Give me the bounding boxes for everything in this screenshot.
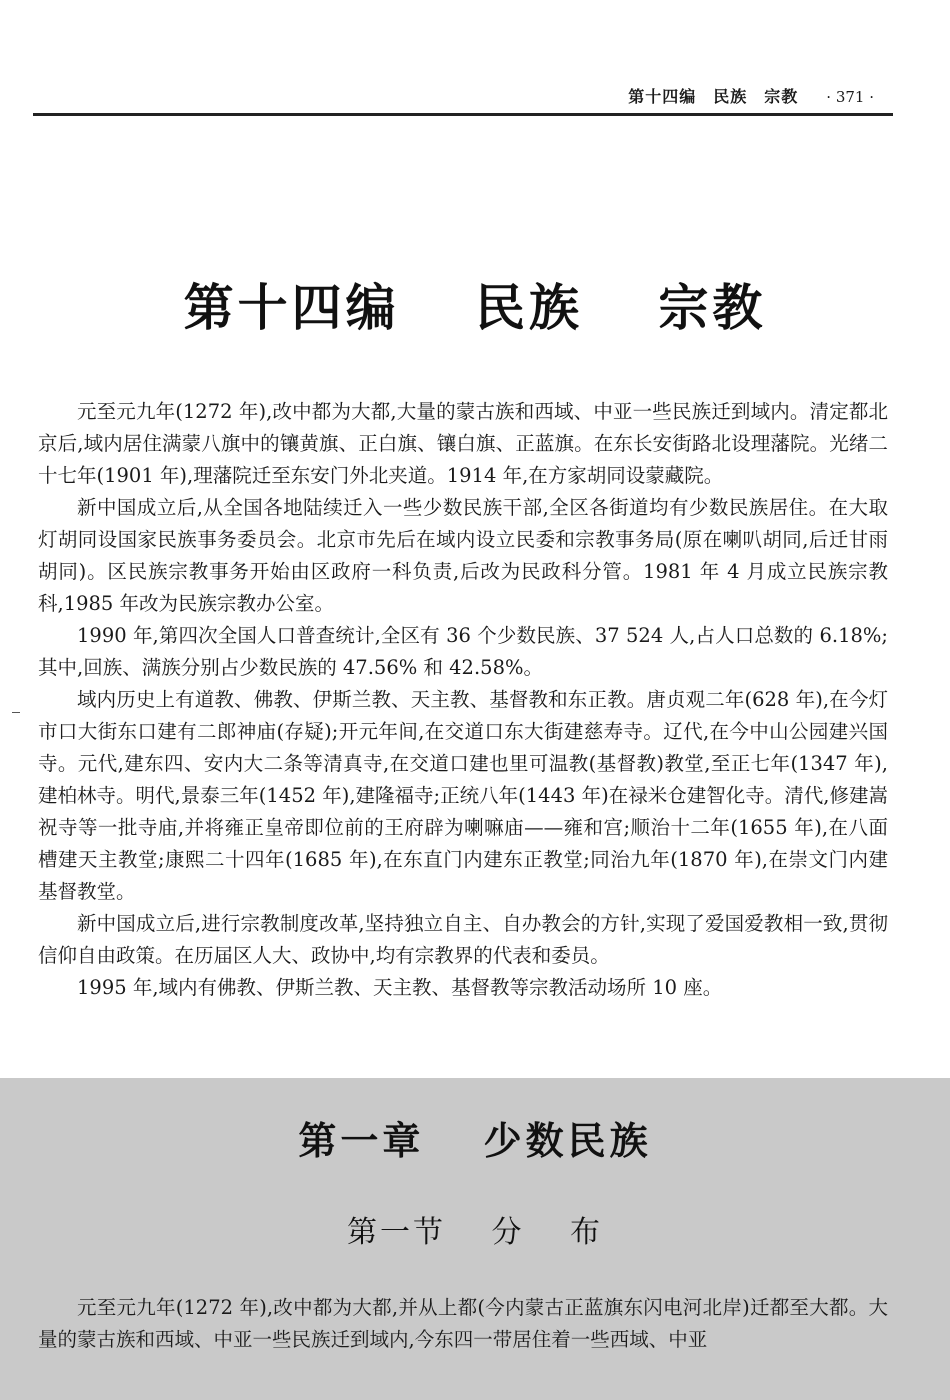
section-title: 第一节 分 布 — [346, 1215, 604, 1250]
header-rule — [33, 113, 893, 116]
margin-mark — [12, 712, 20, 713]
paragraph: 1990 年,第四次全国人口普查统计,全区有 36 个少数民族、37 524 人,占人口总数的 6.18%;其中,回族、满族分别占少数民族的 47.56% 和 42.58%。 — [38, 624, 888, 679]
paragraph: 新中国成立后,进行宗教制度改革,坚持独立自主、自办教会的方针,实现了爱国爱教相一致,贯彻信仰自由政策。在历届区人大、政协中,均有宗教界的代表和委员。 — [38, 912, 888, 967]
running-header-title: 第十四编 民族 宗教 — [628, 87, 799, 106]
paragraph: 1995 年,域内有佛教、伊斯兰教、天主教、基督教等宗教活动场所 10 座。 — [77, 976, 723, 999]
paragraph: 元至元九年(1272 年),改中都为大都,并从上都(今内蒙古正蓝旗东闪电河北岸)迁都至大都。大量的蒙古族和西域、中亚一些民族迁到域内,今东四一带居住着一些西域、中亚 — [38, 1296, 888, 1351]
intro-text — [38, 396, 888, 1004]
chapter-text — [38, 1292, 888, 1356]
paragraph: 新中国成立后,从全国各地陆续迁入一些少数民族干部,全区各街道均有少数民族居住。在大取灯胡同设国家民族事务委员会。北京市先后在域内设立民委和宗教事务局(原在喇叭胡同,后迁甘雨胡同)。区民族宗教事务开始由区政府一科负责,后改为民政科分管。1981 年 4 月成立民族宗教科,1985 年改为民族宗教办公室。 — [38, 496, 888, 615]
running-header — [628, 84, 874, 107]
paragraph: 域内历史上有道教、佛教、伊斯兰教、天主教、基督教和东正教。唐贞观二年(628 年),在今灯市口大街东口建有二郎神庙(存疑);开元年间,在交道口东大街建慈寿寺。辽代,在今中山公园建兴国寺。元代,建东四、安内大二条等清真寺,在交道口建也里可温教(基督教)教堂,至正七年(1347 年),建柏林寺。明代,景泰三年(1452 年),建隆福寺;正统八年(1443 年)在禄米仓建智化寺。清代,修建嵩祝寺等一批寺庙,并将雍正皇帝即位前的王府辟为喇嘛庙——雍和宫;顺治十二年(1655 年),在八面槽建天主教堂;康熙二十四年(1685 年),在东直门内建东正教堂;同治九年(1870 年),在崇文门内建基督教堂。 — [38, 688, 888, 903]
part-title: 第十四编 民族 宗教 — [183, 279, 767, 337]
page-number: · 371 · — [826, 88, 874, 106]
chapter-title: 第一章 少数民族 — [298, 1118, 652, 1163]
paragraph: 元至元九年(1272 年),改中都为大都,大量的蒙古族和西域、中亚一些民族迁到域内。清定都北京后,域内居住满蒙八旗中的镶黄旗、正白旗、镶白旗、正蓝旗。在东长安街路北设理藩院。光绪二十七年(1901 年),理藩院迁至东安门外北夹道。1914 年,在方家胡同设蒙藏院。 — [38, 400, 888, 487]
